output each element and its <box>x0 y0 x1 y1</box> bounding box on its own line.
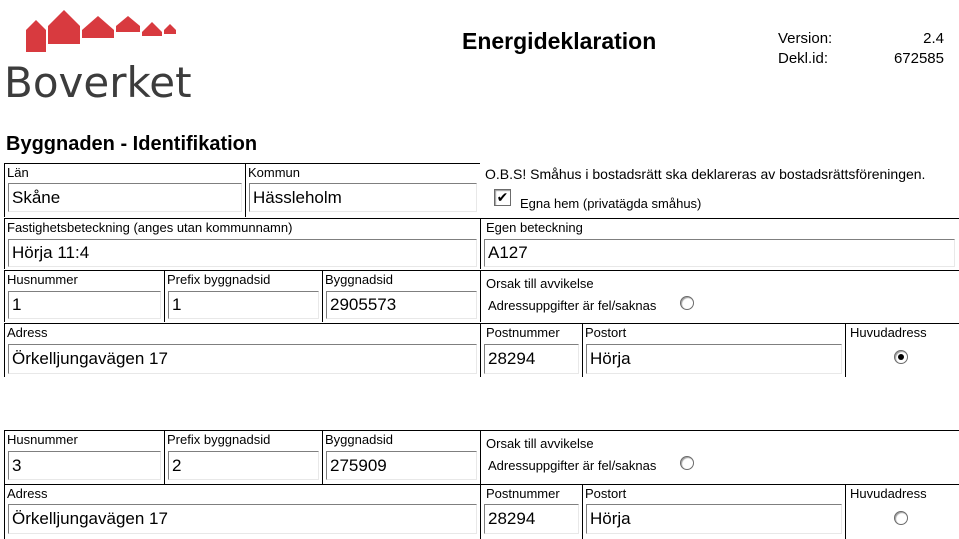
prefix-cell <box>164 430 322 484</box>
adressuppgifter-label: Adressuppgifter är fel/saknas <box>488 298 657 313</box>
husnummer-cell <box>4 430 164 484</box>
husnummer-label: Husnummer <box>7 272 78 287</box>
fastighet-cell <box>4 218 480 269</box>
kommun-field[interactable]: Hässleholm <box>249 183 477 212</box>
orsak-cell <box>480 430 959 484</box>
postnummer-cell <box>480 323 582 377</box>
adress-cell <box>4 484 480 539</box>
adress-label: Adress <box>7 486 48 501</box>
postort-label: Postort <box>585 325 627 340</box>
prefix-label: Prefix byggnadsid <box>167 432 271 447</box>
adressuppgifter-radio[interactable] <box>680 456 694 470</box>
postort-cell <box>582 484 845 539</box>
section-title: Byggnaden - Identifikation <box>6 133 258 155</box>
adress-field[interactable]: Örkelljungavägen 17 <box>8 344 477 374</box>
lan-field[interactable]: Skåne <box>8 183 242 212</box>
huvudadress-radio[interactable] <box>894 350 908 364</box>
adress-label: Adress <box>7 325 48 340</box>
postort-field[interactable]: Hörja <box>586 504 842 534</box>
version-label: Version: <box>778 30 833 47</box>
lan-cell <box>4 163 245 217</box>
orsak-label: Orsak till avvikelse <box>486 276 594 291</box>
byggnadsid-field[interactable]: 2905573 <box>326 291 477 319</box>
husnummer-label: Husnummer <box>7 432 78 447</box>
prefix-label: Prefix byggnadsid <box>167 272 271 287</box>
adressuppgifter-label: Adressuppgifter är fel/saknas <box>488 458 657 473</box>
byggnadsid-label: Byggnadsid <box>325 432 393 447</box>
lan-label: Län <box>7 165 29 180</box>
prefix-field[interactable]: 1 <box>168 291 319 319</box>
egen-beteckning-label: Egen beteckning <box>486 220 583 235</box>
huvudadress-radio[interactable] <box>894 511 908 525</box>
adressuppgifter-radio[interactable] <box>680 296 694 310</box>
version-value: 2.4 <box>923 30 944 47</box>
huvudadress-label: Huvudadress <box>850 325 927 340</box>
kommun-label: Kommun <box>248 165 301 180</box>
adress-field[interactable]: Örkelljungavägen 17 <box>8 504 477 534</box>
husnummer-field[interactable]: 3 <box>8 451 161 480</box>
byggnadsid-cell <box>322 270 480 322</box>
prefix-field[interactable]: 2 <box>168 451 319 480</box>
dekl-id-label: Dekl.id: <box>778 50 829 67</box>
egen-beteckning-field[interactable]: A127 <box>484 239 955 267</box>
postort-label: Postort <box>585 486 627 501</box>
fastighet-label: Fastighetsbeteckning (anges utan kommunnamn) <box>7 220 293 235</box>
prefix-cell <box>164 270 322 322</box>
egen-beteckning-cell <box>480 218 959 269</box>
egna-hem-checkbox[interactable]: ✔ <box>494 189 511 206</box>
postort-field[interactable]: Hörja <box>586 344 842 374</box>
huvudadress-cell <box>845 323 959 377</box>
husnummer-cell <box>4 270 164 322</box>
postnummer-label: Postnummer <box>486 325 560 340</box>
postnummer-field[interactable]: 28294 <box>484 344 579 374</box>
byggnadsid-label: Byggnadsid <box>325 272 393 287</box>
postort-cell <box>582 323 845 377</box>
huvudadress-cell <box>845 484 959 539</box>
postnummer-field[interactable]: 28294 <box>484 504 579 534</box>
egna-hem-label: Egna hem (privatägda småhus) <box>520 196 702 211</box>
dekl-id-value: 672585 <box>893 50 944 67</box>
byggnadsid-cell <box>322 430 480 484</box>
orsak-label: Orsak till avvikelse <box>486 436 594 451</box>
huvudadress-label: Huvudadress <box>850 486 927 501</box>
postnummer-label: Postnummer <box>486 486 560 501</box>
husnummer-field[interactable]: 1 <box>8 291 161 319</box>
orsak-cell <box>480 270 959 322</box>
adress-cell <box>4 323 480 377</box>
document-title: Energideklaration <box>462 28 657 54</box>
postnummer-cell <box>480 484 582 539</box>
fastighet-field[interactable]: Hörja 11:4 <box>8 239 477 267</box>
kommun-cell <box>245 163 480 217</box>
obs-note: O.B.S! Småhus i bostadsrätt ska deklareras av bostadsrättsföreningen. <box>485 166 926 182</box>
boverket-logo-text: Boverket <box>4 58 192 107</box>
byggnadsid-field[interactable]: 275909 <box>326 451 477 480</box>
